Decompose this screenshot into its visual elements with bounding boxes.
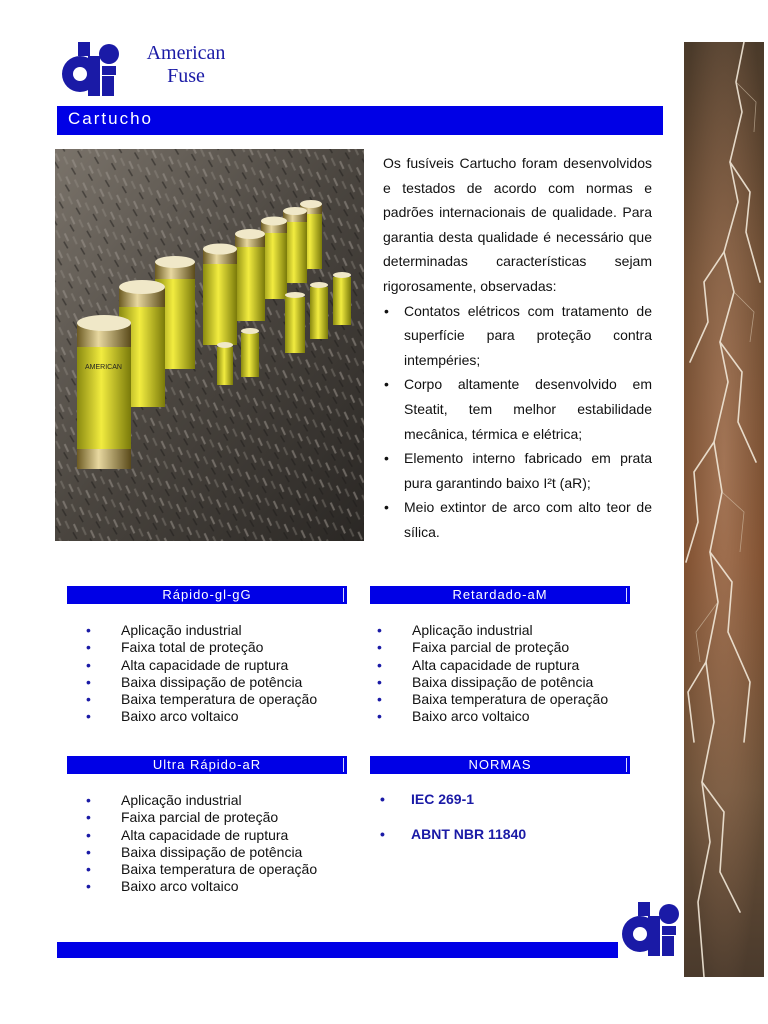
lightning-icon <box>684 42 764 977</box>
list-item: • Baixa temperatura de operação <box>86 861 317 878</box>
section-header-retardado: Retardado-aM <box>370 586 630 604</box>
list-item: • Baixa dissipação de potência <box>377 674 608 691</box>
list-item: • Aplicação industrial <box>86 792 317 809</box>
list-item: • Baixa dissipação de potência <box>86 674 317 691</box>
list-item: • Alta capacidade de ruptura <box>377 657 608 674</box>
norm-item: • ABNT NBR 11840 <box>380 824 526 844</box>
page-title-bar <box>57 106 663 135</box>
intro-bullet: • Meio extintor de arco com alto teor de sílica. <box>383 495 652 544</box>
feature-list-ultra <box>86 792 317 896</box>
american-fuse-logo-icon <box>618 900 682 956</box>
section-header-rapido: Rápido-gl-gG <box>67 586 347 604</box>
intro-bullet-list <box>383 299 652 545</box>
norm-item: • IEC 269-1 <box>380 789 526 809</box>
list-item: • Baixa temperatura de operação <box>377 691 608 708</box>
intro-bullet: • Elemento interno fabricado em prata pura garantindo baixo I²t (aR); <box>383 446 652 495</box>
fuse-cartridges-illustration <box>55 149 364 541</box>
list-item: • Baixa dissipação de potência <box>86 844 317 861</box>
footer-bar <box>57 942 618 958</box>
norms-list <box>380 789 526 844</box>
list-item: • Baixo arco voltaico <box>86 878 317 895</box>
list-item: • Faixa parcial de proteção <box>377 639 608 656</box>
list-item: • Baixa temperatura de operação <box>86 691 317 708</box>
feature-list-rapido <box>86 622 317 726</box>
intro-paragraph: Os fusíveis Cartucho foram desenvolvidos e testados de acordo com normas e padrões internacionais de qualidade. Para garantia desta qualidade é necessário que determinadas características sejam rigorosamente, observadas: <box>383 155 652 294</box>
american-fuse-logo-icon <box>58 40 122 96</box>
list-item: • Faixa total de proteção <box>86 639 317 656</box>
company-logo <box>58 40 238 100</box>
brand-name <box>136 42 236 88</box>
list-item: • Aplicação industrial <box>86 622 317 639</box>
fuse-label-text: AMERICAN <box>85 364 122 371</box>
list-item: • Baixo arco voltaico <box>377 708 608 725</box>
list-item: • Alta capacidade de ruptura <box>86 657 317 674</box>
feature-list-retardado <box>377 622 608 726</box>
section-header-normas: NORMAS <box>370 756 630 774</box>
intro-bullet: • Contatos elétricos com tratamento de superfície para proteção contra intempéries; <box>383 299 652 373</box>
brand-line-1: American <box>146 42 226 64</box>
list-item: • Aplicação industrial <box>377 622 608 639</box>
brand-line-2: Fuse <box>167 65 205 87</box>
fuse-cartridges-photo <box>55 149 364 541</box>
intro-bullet: • Corpo altamente desenvolvido em Steatit, tem melhor estabilidade mecânica, térmica e elétrica; <box>383 372 652 446</box>
list-item: • Faixa parcial de proteção <box>86 809 317 826</box>
intro-text <box>383 151 652 545</box>
section-header-ultra: Ultra Rápido-aR <box>67 756 347 774</box>
list-item: • Alta capacidade de ruptura <box>86 827 317 844</box>
list-item: • Baixo arco voltaico <box>86 708 317 725</box>
lightning-decoration <box>684 42 764 977</box>
page-title: Cartucho <box>68 109 153 128</box>
